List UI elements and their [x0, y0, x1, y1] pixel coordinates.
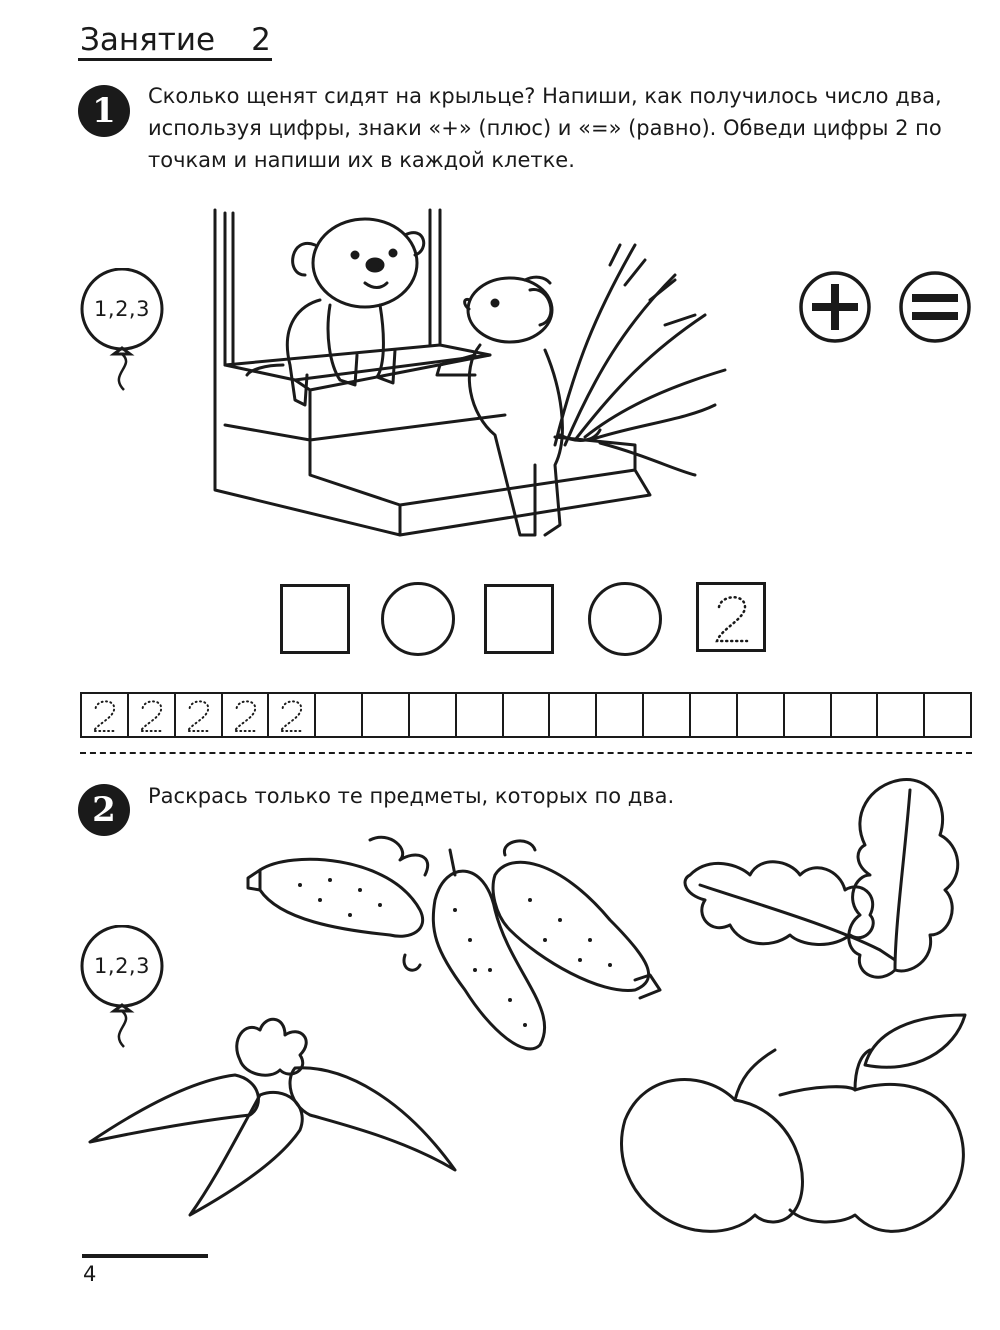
- answer-circle-1[interactable]: [381, 582, 455, 656]
- lesson-number: 2: [251, 22, 271, 58]
- traced-digit-2-icon: [223, 694, 268, 736]
- balloon-label: 1,2,3: [94, 297, 150, 321]
- traced-digit-2-icon: [82, 694, 127, 736]
- practice-cell[interactable]: [363, 694, 410, 736]
- practice-cell-traced[interactable]: [269, 694, 316, 736]
- puppies-on-porch-illustration: [205, 205, 800, 550]
- task-2-instructions: Раскрась только те предметы, которых по два.: [148, 784, 675, 808]
- answer-square-2[interactable]: [484, 584, 554, 654]
- carrots-illustration[interactable]: [85, 1010, 470, 1220]
- practice-cell-traced[interactable]: [82, 694, 129, 736]
- task-2-badge: 2: [78, 784, 130, 836]
- practice-cell[interactable]: [597, 694, 644, 736]
- practice-cell[interactable]: [550, 694, 597, 736]
- answer-square-traced-2[interactable]: [696, 582, 766, 652]
- equals-icon: [898, 270, 972, 344]
- practice-cell[interactable]: [925, 694, 970, 736]
- traced-digit-2-icon: [129, 694, 174, 736]
- practice-cell[interactable]: [691, 694, 738, 736]
- practice-cell[interactable]: [457, 694, 504, 736]
- lesson-title: [80, 22, 271, 58]
- footer-rule: [82, 1254, 208, 1258]
- practice-cell-traced[interactable]: [129, 694, 176, 736]
- title-underline: [78, 58, 272, 61]
- practice-cell[interactable]: [878, 694, 925, 736]
- practice-cell-traced[interactable]: [176, 694, 223, 736]
- traced-digit-2-icon: [699, 585, 763, 649]
- plus-icon: [798, 270, 872, 344]
- oak-leaves-illustration[interactable]: [680, 775, 970, 995]
- practice-cell[interactable]: [832, 694, 879, 736]
- practice-cell[interactable]: [644, 694, 691, 736]
- practice-cell[interactable]: [504, 694, 551, 736]
- dashed-separator: [80, 752, 972, 754]
- traced-digit-2-icon: [176, 694, 221, 736]
- traced-digit-2-icon: [269, 694, 314, 736]
- task-1-instructions: Сколько щенят сидят на крыльце? Напиши, как получилось число два, используя цифры, знаки «+» (плюс) и «=» (равно). Обведи цифры 2 по точкам и напиши их в каждой клетке.: [148, 84, 942, 172]
- practice-cell[interactable]: [785, 694, 832, 736]
- practice-cell[interactable]: [316, 694, 363, 736]
- balloon-label: 1,2,3: [94, 954, 150, 978]
- lesson-word: Занятие: [80, 22, 216, 58]
- practice-grid: [80, 692, 972, 738]
- practice-cell[interactable]: [738, 694, 785, 736]
- task-1-badge: 1: [78, 85, 130, 137]
- answer-circle-2[interactable]: [588, 582, 662, 656]
- apples-illustration[interactable]: [615, 1010, 975, 1240]
- answer-square-1[interactable]: [280, 584, 350, 654]
- practice-cell-traced[interactable]: [223, 694, 270, 736]
- page-number: 4: [83, 1262, 97, 1286]
- balloon-icon: [78, 268, 170, 398]
- practice-cell[interactable]: [410, 694, 457, 736]
